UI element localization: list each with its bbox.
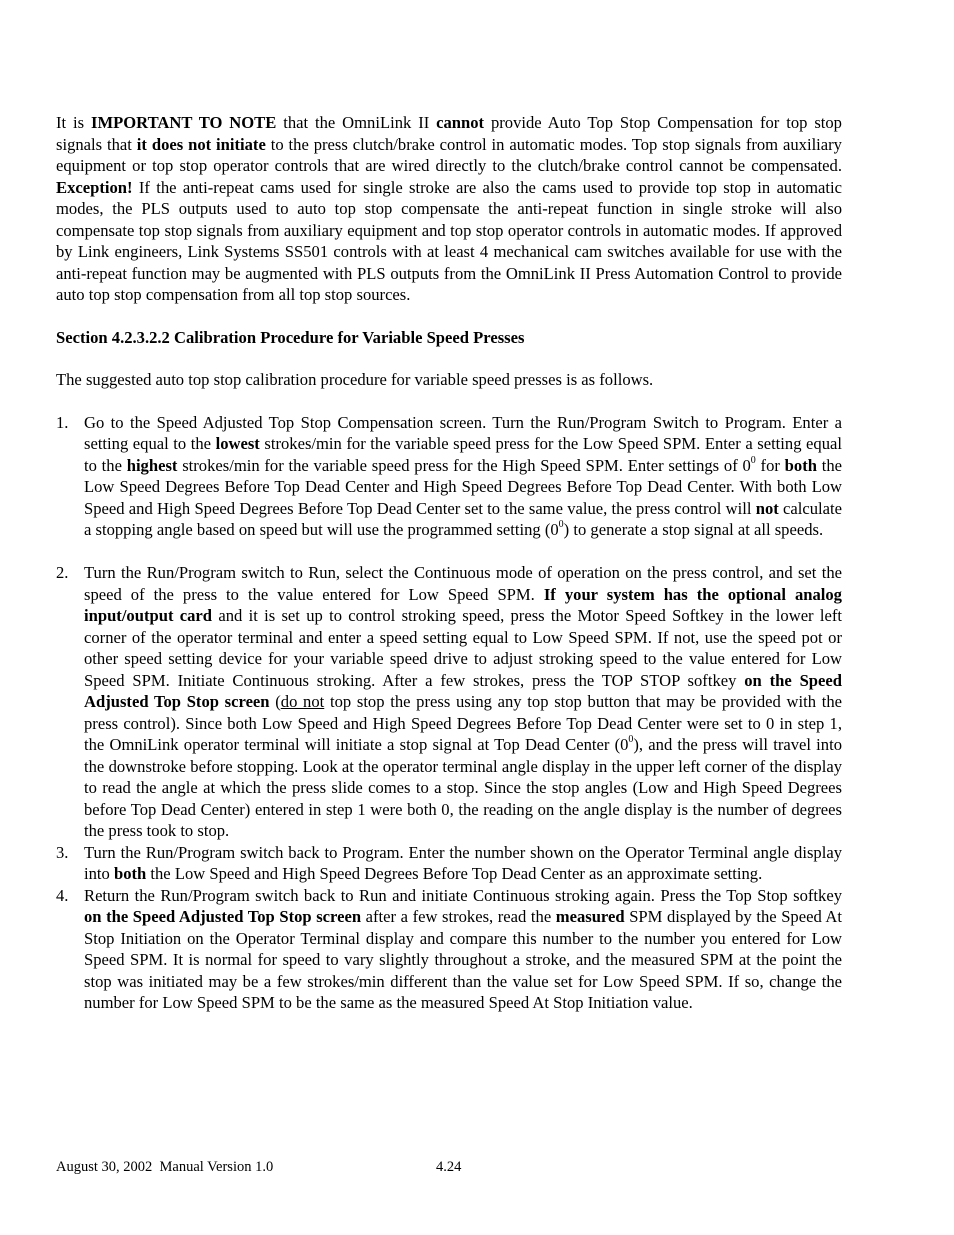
text-run: the Low Speed and High Speed Degrees Before Top Dead Center as an approximate setting. xyxy=(146,864,763,883)
page-number: 4.24 xyxy=(436,1159,462,1175)
procedure-steps xyxy=(56,412,842,1014)
text-run: If the anti-repeat cams used for single stroke are also the cams used to provide top stop in automatic modes, the PLS outputs used to auto top stop compensate the anti-repeat function in single stroke will also compensate top stop signals from auxiliary equipment and top stop operator controls in automatic modes. If approved by Link engineers, Link Systems SS501 controls with at least 4 mechanical cam switches available for use with the anti-repeat function may be augmented with PLS outputs from the OmniLink II Press Automation Control to provide auto top stop compensation from all top stop sources. xyxy=(56,177,842,304)
bold-run: both xyxy=(784,455,817,475)
document-body xyxy=(56,112,842,1014)
text-run: Go to the Speed Adjusted Top Stop Compensation screen. Turn the Run/Program Switch to Program. Enter a setting equal to the xyxy=(84,412,842,453)
step-number: 2. xyxy=(56,563,69,582)
text-run: strokes/min for the variable speed press for the Low Speed SPM. Enter a setting equal to the xyxy=(84,434,842,475)
bold-run: it does not initiate xyxy=(136,134,266,154)
text-run: after a few strokes, read the xyxy=(361,907,556,926)
degree-superscript: 0 xyxy=(558,519,564,531)
procedure-step-1 xyxy=(56,412,842,541)
bold-run: cannot xyxy=(436,113,485,132)
step-number: 1. xyxy=(56,412,69,432)
text-run: the Low Speed Degrees Before Top Dead Center and High Speed Degrees Before Top Dead Center. With both Low Speed and High Speed Degrees Before Top Dead Center set to the same value, the press control will xyxy=(84,455,842,518)
text-run: ) to generate a stop signal at all speeds. xyxy=(563,520,824,539)
text-run: calculate a stopping angle based on speed but will use the programmed setting (0 xyxy=(84,498,842,539)
bold-run: Exception! xyxy=(56,177,133,197)
text-run: strokes/min for the variable speed press for the High Speed SPM. Enter settings of 0 xyxy=(177,455,751,475)
step-number: 4. xyxy=(56,885,69,905)
text-run: SPM displayed by the Speed At Stop Initiation on the Operator Terminal display and compare this number to the number you entered for Low Speed SPM. It is normal for speed to vary slightly throughout a stroke, and the measured SPM at the point the stop was initiated may be a few strokes/min different than the value set for Low Speed SPM. If so, change the number for Low Speed SPM to be the same as the measured Speed At Stop Initiation value. xyxy=(84,907,842,1012)
bold-run: highest xyxy=(126,455,178,475)
procedure-step-2 xyxy=(56,562,842,842)
step-number: 3. xyxy=(56,842,69,862)
footer-date-version: August 30, 2002 Manual Version 1.0 xyxy=(56,1159,274,1175)
bold-run: both xyxy=(113,864,147,883)
section-heading: Section 4.2.3.2.2 Calibration Procedure for Variable Speed Presses xyxy=(56,327,525,347)
bold-run: measured xyxy=(555,907,625,926)
underlined-run: do not xyxy=(280,692,325,711)
bold-run: not xyxy=(755,498,779,518)
text-run: provide Auto Top Stop Compensation for top stop signals that xyxy=(56,113,842,154)
text-run: and it is set up to control stroking speed, press the Motor Speed Softkey in the lower left corner of the operator terminal and enter a speed setting equal to Low Speed SPM. If not, use the speed pot or other speed setting device for your variable speed drive to adjust stroking speed to the value entered for Low Speed SPM. Initiate Continuous stroking. After a few strokes, press the TOP STOP softkey xyxy=(84,606,842,690)
bold-run: on the Speed Adjusted Top Stop screen xyxy=(84,907,362,926)
text-run: ), and the press will travel into the downstroke before stopping. Look at the operator terminal angle display in the upper left corner of the display to read the angle at which the press slide comes to a stop. Since the stop angles (Low and High Speed Degrees before Top Dead Center) entered in step 1 were both 0, the reading on the angle display is the number of degrees the press took to stop. xyxy=(84,735,842,840)
procedure-step-4 xyxy=(56,885,842,1014)
degree-superscript: 0 xyxy=(750,454,756,466)
degree-superscript: 0 xyxy=(628,734,634,746)
text-run: Return the Run/Program switch back to Run and initiate Continuous stroking again. Press the Top Stop softkey xyxy=(84,885,842,905)
important-note-paragraph xyxy=(56,112,842,306)
text-run: Turn the Run/Program switch to Run, select the Continuous mode of operation on the press control, and set the speed of the press to the value entered for Low Speed SPM. xyxy=(84,563,842,604)
text-run: ( xyxy=(269,692,281,711)
intro-paragraph: The suggested auto top stop calibration procedure for variable speed presses is as follows. xyxy=(56,370,654,389)
bold-run: If your system has the optional analog input/output card xyxy=(84,584,842,625)
text-run: top stop the press using any top stop button that may be provided with the press control). Since both Low Speed and High Speed Degrees Before Top Dead Center were set to 0 in step 1, the OmniLink operator terminal will initiate a stop signal at Top Dead Center (0 xyxy=(84,692,842,754)
procedure-step-3 xyxy=(56,842,842,885)
bold-run: lowest xyxy=(215,434,260,453)
bold-run: on the Speed Adjusted Top Stop screen xyxy=(84,670,842,711)
text-run: Turn the Run/Program switch back to Program. Enter the number shown on the Operator Terminal angle display into xyxy=(84,842,842,883)
text-run: that the OmniLink II xyxy=(276,113,437,132)
text-run: for xyxy=(755,455,785,475)
bold-run: IMPORTANT TO NOTE xyxy=(91,113,277,132)
text-run: to the press clutch/brake control in automatic modes. Top stop signals from auxiliary equipment or top stop operator controls that are wired directly to the clutch/brake control cannot be compensated. xyxy=(56,134,842,175)
text-run: It is xyxy=(56,113,91,132)
